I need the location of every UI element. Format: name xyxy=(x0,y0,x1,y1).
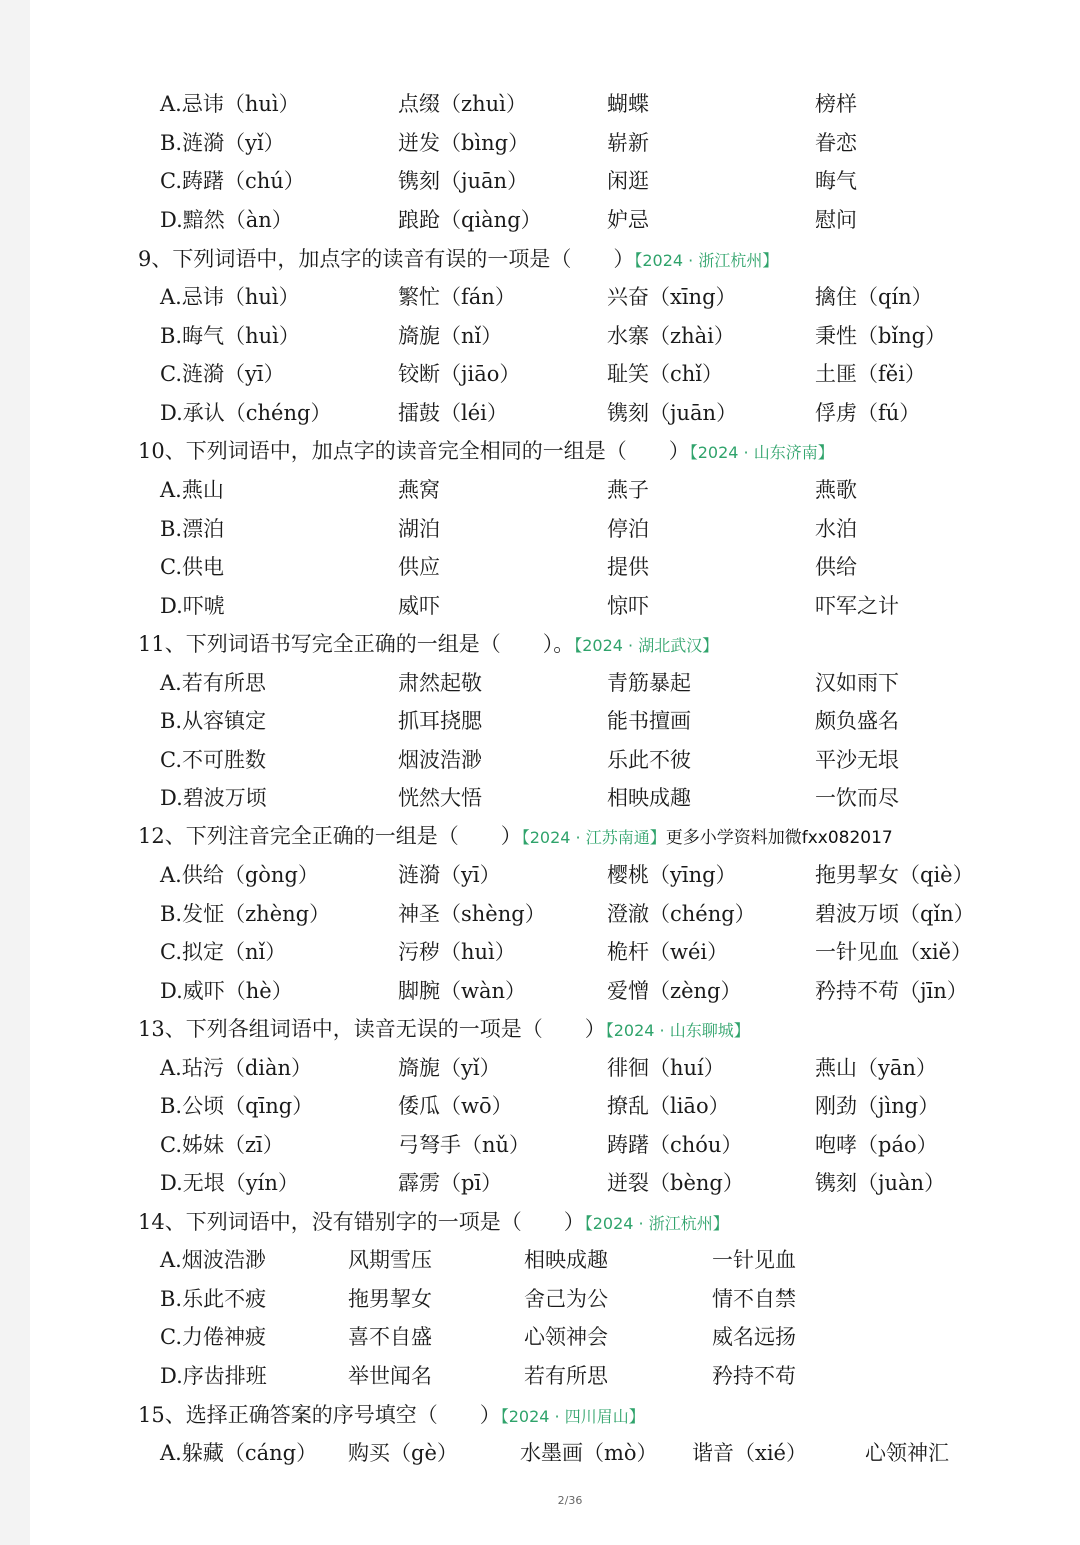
option-cell: 肃然起敬 xyxy=(398,671,482,695)
option-cell: B.乐此不疲 xyxy=(160,1287,267,1311)
option-cell: A.躲藏（cáng） xyxy=(160,1441,318,1465)
option-cell: 刚劲（jìng） xyxy=(815,1094,940,1118)
option-cell: 威吓 xyxy=(398,594,440,618)
option-cell: C.供电 xyxy=(160,555,224,579)
option-cell: 烟波浩渺 xyxy=(398,748,482,772)
option-cell: 徘徊（huí） xyxy=(607,1056,725,1080)
option-cell: D.吓唬 xyxy=(160,594,225,618)
option-cell: 一针见血（xiě） xyxy=(815,940,972,964)
option-cell: 心领神会 xyxy=(524,1325,608,1349)
option-cell: 燕山（yān） xyxy=(815,1056,937,1080)
option-cell: A.忌讳（huì） xyxy=(160,92,300,116)
option-cell: A.忌讳（huì） xyxy=(160,285,300,309)
option-cell: 若有所思 xyxy=(524,1364,608,1388)
option-cell: 咆哮（páo） xyxy=(815,1133,938,1157)
option-cell: 一饮而尽 xyxy=(815,786,899,810)
question-stem: 11、下列词语书写完全正确的一组是（ ）。【2024 · 湖北武汉】 xyxy=(138,632,719,656)
option-cell: C.涟漪（yī） xyxy=(160,362,285,386)
option-cell: D.无垠（yín） xyxy=(160,1171,299,1195)
option-cell: 燕子 xyxy=(607,478,649,502)
option-cell: 倭瓜（wō） xyxy=(398,1094,513,1118)
option-cell: 抓耳挠腮 xyxy=(398,709,482,733)
option-cell: B.公顷（qīng） xyxy=(160,1094,314,1118)
option-cell: B.涟漪（yǐ） xyxy=(160,131,285,155)
option-cell: 爱憎（zèng） xyxy=(607,979,742,1003)
option-cell: C.姊妹（zī） xyxy=(160,1133,284,1157)
option-cell: 兴奋（xīng） xyxy=(607,285,737,309)
option-cell: 碧波万顷（qǐn） xyxy=(815,902,975,926)
option-cell: 擂鼓（léi） xyxy=(398,401,508,425)
option-cell: 水泊 xyxy=(815,517,857,541)
question-stem: 12、下列注音完全正确的一组是（ ）【2024 · 江苏南通】更多小学资料加微fxx082017 xyxy=(138,824,893,848)
option-cell: A.烟波浩渺 xyxy=(160,1248,266,1272)
option-cell: A.若有所思 xyxy=(160,671,266,695)
option-cell: 慰问 xyxy=(815,208,857,232)
option-cell: 镌刻（juàn） xyxy=(815,1171,946,1195)
option-cell: 擒住（qín） xyxy=(815,285,933,309)
option-cell: B.漂泊 xyxy=(160,517,225,541)
option-cell: 涟漪（yī） xyxy=(398,863,501,887)
option-cell: 矜持不苟（jīn） xyxy=(815,979,968,1003)
option-cell: C.踌躇（chú） xyxy=(160,169,305,193)
source-tag: 【2024 · 山东聊城】 xyxy=(605,1021,750,1040)
contact-note: 更多小学资料加微fxx082017 xyxy=(665,828,893,848)
option-cell: 喜不自盛 xyxy=(348,1325,432,1349)
option-cell: D.碧波万顷 xyxy=(160,786,267,810)
option-cell: 乐此不彼 xyxy=(607,748,691,772)
option-cell: 闲逛 xyxy=(607,169,649,193)
option-cell: 迸发（bìng） xyxy=(398,131,530,155)
option-cell: 踉跄（qiàng） xyxy=(398,208,542,232)
option-cell: 惊吓 xyxy=(607,594,649,618)
option-cell: 情不自禁 xyxy=(712,1287,796,1311)
option-cell: D.威吓（hè） xyxy=(160,979,293,1003)
option-cell: 秉性（bǐng） xyxy=(815,324,947,348)
option-cell: 旖旎（nǐ） xyxy=(398,324,503,348)
option-cell: 购买（gè） xyxy=(348,1441,458,1465)
question-stem: 9、下列词语中，加点字的读音有误的一项是（ ）【2024 · 浙江杭州】 xyxy=(138,247,779,271)
option-cell: 崭新 xyxy=(607,131,649,155)
option-cell: A.供给（gòng） xyxy=(160,863,319,887)
option-cell: 汉如雨下 xyxy=(815,671,899,695)
option-cell: 矜持不苟 xyxy=(712,1364,796,1388)
option-cell: 供应 xyxy=(398,555,440,579)
option-cell: C.力倦神疲 xyxy=(160,1325,266,1349)
option-cell: 颇负盛名 xyxy=(815,709,899,733)
option-cell: 耻笑（chǐ） xyxy=(607,362,724,386)
option-cell: 眷恋 xyxy=(815,131,857,155)
option-cell: 一针见血 xyxy=(712,1248,796,1272)
option-cell: 踌躇（chóu） xyxy=(607,1133,743,1157)
option-cell: 拖男挈女（qiè） xyxy=(815,863,974,887)
option-cell: 榜样 xyxy=(815,92,857,116)
option-cell: B.从容镇定 xyxy=(160,709,267,733)
option-cell: 镌刻（juān） xyxy=(607,401,738,425)
option-cell: 迸裂（bèng） xyxy=(607,1171,744,1195)
option-cell: 相映成趣 xyxy=(607,786,691,810)
option-cell: 撩乱（liāo） xyxy=(607,1094,730,1118)
option-cell: D.黯然（àn） xyxy=(160,208,293,232)
page-number: 2/36 xyxy=(557,1494,583,1507)
option-cell: 樱桃（yīng） xyxy=(607,863,737,887)
option-cell: 弓弩手（nǔ） xyxy=(398,1133,531,1157)
option-cell: 土匪（fěi） xyxy=(815,362,926,386)
option-cell: B.晦气（huì） xyxy=(160,324,300,348)
option-cell: 污秽（huì） xyxy=(398,940,516,964)
question-stem: 15、选择正确答案的序号填空（ ）【2024 · 四川眉山】 xyxy=(138,1403,645,1427)
option-cell: 镌刻（juān） xyxy=(398,169,529,193)
option-cell: 相映成趣 xyxy=(524,1248,608,1272)
source-tag: 【2024 · 浙江杭州】 xyxy=(634,251,779,270)
option-cell: 举世闻名 xyxy=(348,1364,432,1388)
option-cell: 水寨（zhài） xyxy=(607,324,735,348)
source-tag: 【2024 · 四川眉山】 xyxy=(500,1407,645,1426)
option-cell: 点缀（zhuì） xyxy=(398,92,527,116)
option-cell: 桅杆（wéi） xyxy=(607,940,729,964)
option-cell: 脚腕（wàn） xyxy=(398,979,527,1003)
option-cell: 霹雳（pī） xyxy=(398,1171,503,1195)
question-stem: 13、下列各组词语中，读音无误的一项是（ ）【2024 · 山东聊城】 xyxy=(138,1017,750,1041)
source-tag: 【2024 · 浙江杭州】 xyxy=(584,1214,729,1233)
option-cell: 恍然大悟 xyxy=(398,786,482,810)
question-stem: 14、下列词语中，没有错别字的一项是（ ）【2024 · 浙江杭州】 xyxy=(138,1210,729,1234)
source-tag: 【2024 · 湖北武汉】 xyxy=(574,636,719,655)
option-cell: 燕窝 xyxy=(398,478,440,502)
option-cell: B.发怔（zhèng） xyxy=(160,902,331,926)
option-cell: A.燕山 xyxy=(160,478,224,502)
option-cell: 旖旎（yǐ） xyxy=(398,1056,501,1080)
option-cell: D.承认（chéng） xyxy=(160,401,332,425)
option-cell: 澄澈（chéng） xyxy=(607,902,756,926)
option-cell: 提供 xyxy=(607,555,649,579)
option-cell: 青筋暴起 xyxy=(607,671,691,695)
option-cell: 神圣（shèng） xyxy=(398,902,546,926)
option-cell: 平沙无垠 xyxy=(815,748,899,772)
option-cell: C.不可胜数 xyxy=(160,748,266,772)
option-cell: 蝴蝶 xyxy=(607,92,649,116)
option-cell: 燕歌 xyxy=(815,478,857,502)
source-tag: 【2024 · 山东济南】 xyxy=(689,443,834,462)
option-cell: 俘虏（fú） xyxy=(815,401,921,425)
question-stem: 10、下列词语中，加点字的读音完全相同的一组是（ ）【2024 · 山东济南】 xyxy=(138,439,834,463)
option-cell: 舍己为公 xyxy=(524,1287,608,1311)
option-cell: 繁忙（fán） xyxy=(398,285,516,309)
source-tag: 【2024 · 江苏南通】 xyxy=(521,828,666,847)
option-cell: 吓军之计 xyxy=(815,594,899,618)
option-cell: 湖泊 xyxy=(398,517,440,541)
option-cell: 停泊 xyxy=(607,517,649,541)
option-cell: 心领神汇 xyxy=(865,1441,949,1465)
option-cell: D.序齿排班 xyxy=(160,1364,267,1388)
option-cell: 拖男挈女 xyxy=(348,1287,432,1311)
option-cell: 威名远扬 xyxy=(712,1325,796,1349)
option-cell: 妒忌 xyxy=(607,208,649,232)
option-cell: 晦气 xyxy=(815,169,857,193)
option-cell: 水墨画（mò） xyxy=(520,1441,658,1465)
option-cell: 铰断（jiāo） xyxy=(398,362,521,386)
option-cell: C.拟定（nǐ） xyxy=(160,940,287,964)
option-cell: 谐音（xié） xyxy=(692,1441,807,1465)
option-cell: 能书擅画 xyxy=(607,709,691,733)
option-cell: 风期雪压 xyxy=(348,1248,432,1272)
option-cell: A.玷污（diàn） xyxy=(160,1056,313,1080)
option-cell: 供给 xyxy=(815,555,857,579)
